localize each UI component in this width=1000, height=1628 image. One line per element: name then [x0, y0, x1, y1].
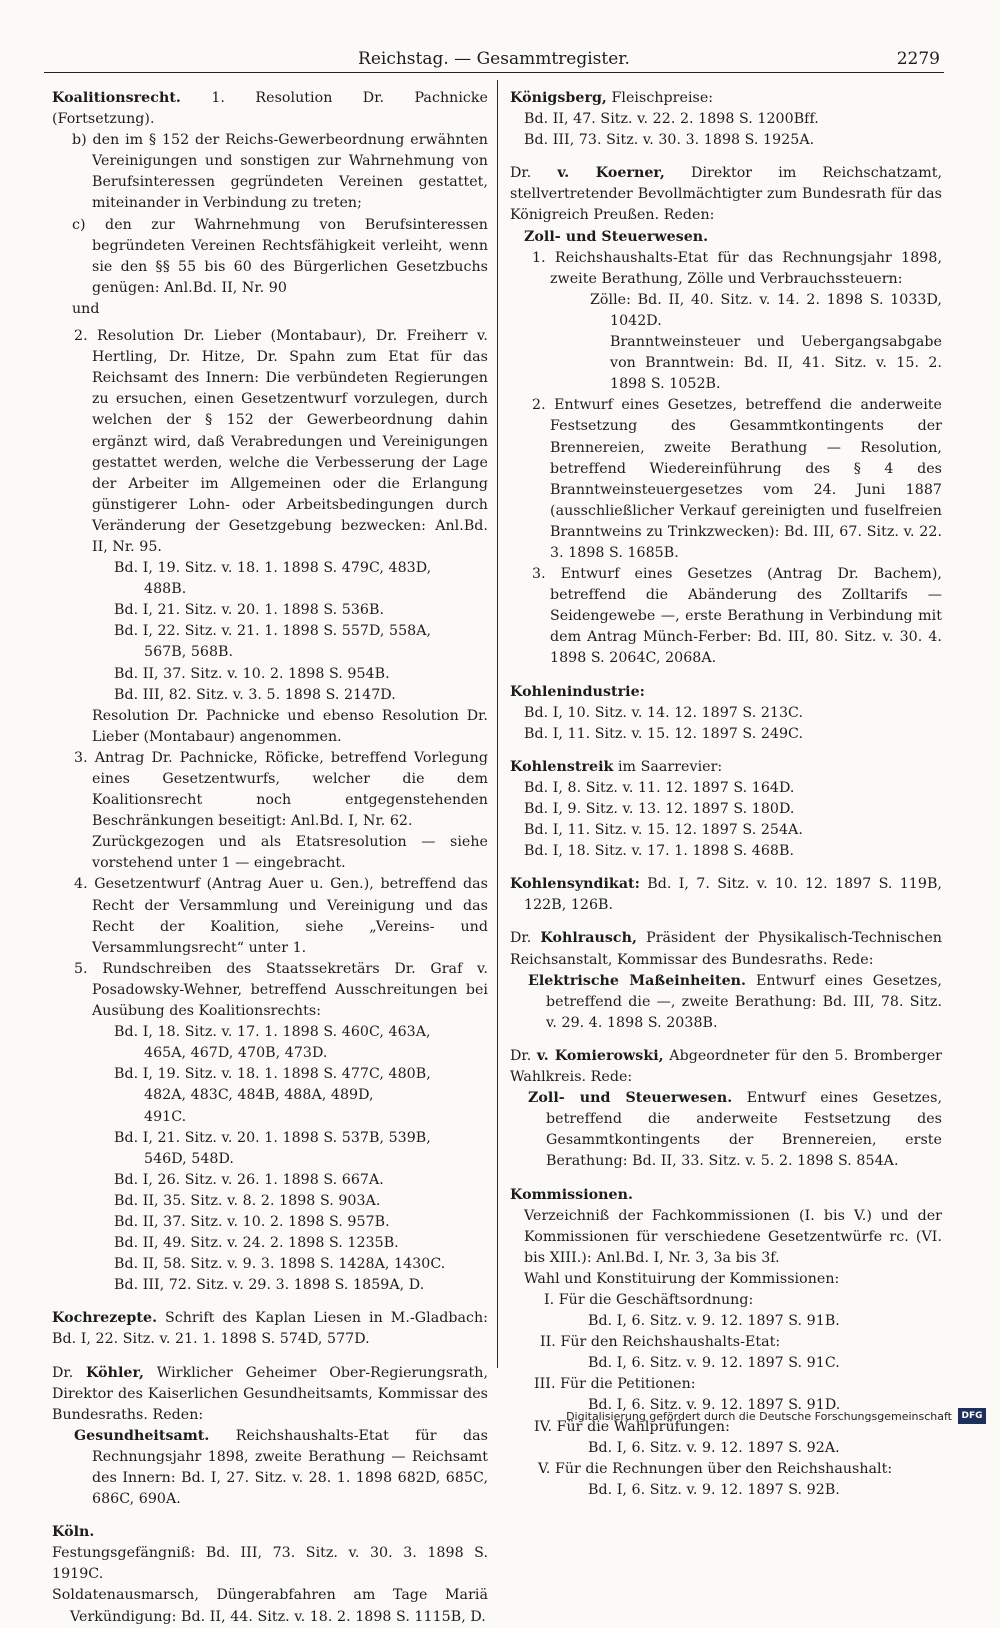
entry-kohlenindustrie — [510, 682, 942, 745]
reference-list — [52, 558, 488, 706]
left-column — [52, 88, 489, 1625]
reference: 567B, 568B. — [144, 644, 234, 661]
entry-kohlrausch — [510, 928, 942, 1033]
entry-text: und — [72, 300, 100, 317]
entry-kohlensyndikat — [510, 874, 942, 916]
reference: Bd. II, 58. Sitz. v. 9. 3. 1898 S. 1428A, 1430C. — [114, 1256, 446, 1273]
entry-heading: Kochrezepte. — [52, 1310, 158, 1327]
running-head-title: Reichstag. — Gesammtregister. — [358, 49, 630, 69]
entry-kohlenstreik — [510, 757, 942, 862]
subentry-heading: Zoll- und Steuerwesen. — [528, 1090, 733, 1107]
reference: Bd. I, 11. Sitz. v. 15. 12. 1897 S. 254A. — [524, 822, 803, 839]
entry-heading: Kommissionen. — [510, 1186, 633, 1203]
subentry-heading: Zoll- und Steuerwesen. — [524, 228, 709, 245]
reference: Bd. I, 22. Sitz. v. 21. 1. 1898 S. 557D, 558A, — [114, 623, 432, 640]
reference: 465A, 467D, 470B, 473D. — [144, 1045, 328, 1062]
commission-list — [510, 1290, 942, 1501]
reference: Bd. III, 72. Sitz. v. 29. 3. 1898 S. 1859A, D. — [114, 1277, 425, 1294]
commission-number: I. — [544, 1291, 555, 1308]
entry-text: Verzeichniß der Fachkommissionen (I. bis V.) und der Kommissionen für verschiedene Gesetzentwürfe rc. (VI. bis XIII.): Anl.Bd. I, Nr. 3, 3a bis 3f. — [524, 1207, 942, 1266]
reference: Bd. I, 21. Sitz. v. 20. 1. 1898 S. 537B, 539B, — [114, 1129, 431, 1146]
digitization-footer — [566, 1410, 986, 1426]
subentry-heading: Gesundheitsamt. — [74, 1427, 210, 1444]
entry-koehler — [52, 1363, 488, 1511]
entry-item: 2. Resolution Dr. Lieber (Montabaur), Dr. Freiherr v. Hertling, Dr. Hitze, Dr. Spahn zum Etat für das Reichsamt des Innern: Die verbündeten Regierungen zu ersuchen, einen Gesetzentwurf vorzulegen, durch welchen der § 152 der Gewerbeordnung dahin ergänzt wird, daß Verabredungen und Vereinigungen gestattet werden, welche die Verbesserung der Lage der Arbeiter im Allgemeinen oder die Erlangung günstigerer Lohn- oder Arbeitsbedingungen durch Veränderung der Gesetzgebung bezwecken: Anl.Bd. II, Nr. 95. — [74, 328, 488, 555]
running-head — [44, 48, 944, 73]
entry-text: 1. Resolution Dr. Pachnicke (Fortsetzung). — [52, 90, 488, 128]
entry-text: Abgeordneter für den 5. Bromberger Wahlkreis. Rede: — [510, 1047, 942, 1086]
commission-item — [510, 1290, 942, 1332]
entry-heading: Kohlensyndikat: — [510, 876, 640, 893]
entry-text: Wahl und Konstituirung der Kommissionen: — [524, 1270, 840, 1287]
entry-item: 1. Reichshaushalts-Etat für das Rechnungsjahr 1898, zweite Berathung, Zölle und Verbrauchssteuern: — [532, 249, 942, 287]
entry-heading: Kohlrausch, — [540, 930, 637, 947]
reference: Bd. I, 10. Sitz. v. 14. 12. 1897 S. 213C. — [524, 704, 804, 721]
entry-koenigsberg — [510, 88, 942, 151]
title-prefix: Dr. — [52, 1364, 74, 1381]
commission-label: Für die Wahlprüfungen: — [556, 1418, 730, 1435]
reference: 491C. — [144, 1108, 187, 1125]
reference: Bd. I, 8. Sitz. v. 11. 12. 1897 S. 164D. — [524, 779, 795, 796]
entry-heading: v. Koerner, — [557, 165, 665, 182]
reference: Bd. I, 6. Sitz. v. 9. 12. 1897 S. 92B. — [588, 1481, 840, 1498]
entry-kommissionen — [510, 1185, 942, 1501]
entry-text: Bd. I, 7. Sitz. v. 10. 12. 1897 S. 119B, 122B, 126B. — [524, 876, 942, 914]
commission-number: IV. — [534, 1418, 553, 1435]
entry-koeln — [52, 1522, 488, 1627]
reference: Bd. I, 9. Sitz. v. 13. 12. 1897 S. 180D. — [524, 801, 795, 817]
entry-heading: Königsberg, — [510, 90, 607, 106]
reference: 488B. — [144, 581, 187, 598]
entry-koalitionsrecht — [52, 88, 488, 1296]
entry-text: Entwurf eines Gesetzes, betreffend die —, zweite Berathung: Bd. III, 78. Sitz. v. 29. 4. 1898 S. 2038B. — [546, 972, 942, 1031]
commission-label: Für die Geschäftsordnung: — [558, 1291, 754, 1308]
reference: 482A, 483C, 484B, 488A, 489D, — [144, 1087, 374, 1104]
entry-heading: Kohlenindustrie: — [510, 683, 645, 700]
entry-heading: v. Komierowski, — [536, 1047, 664, 1064]
reference: Bd. I, 26. Sitz. v. 26. 1. 1898 S. 667A. — [114, 1171, 384, 1188]
reference: 546D, 548D. — [144, 1150, 234, 1167]
reference-list — [510, 778, 942, 862]
entry-item: 4. Gesetzentwurf (Antrag Auer u. Gen.), betreffend das Recht der Versammlung und Vereinigung und das Recht der Koalition, siehe „Vereins- und Versammlungsrecht“ unter 1. — [74, 876, 488, 956]
entry-text: Wirklicher Geheimer Ober-Regierungsrath, Direktor des Kaiserlichen Gesundheitsamts, Kommissar des Bundesraths. Reden: — [52, 1364, 489, 1423]
entry-text: Festungsgefängniß: Bd. III, 73. Sitz. v. 30. 3. 1898 S. 1919C. — [52, 1545, 488, 1583]
reference: Bd. II, 49. Sitz. v. 24. 2. 1898 S. 1235B. — [114, 1235, 399, 1252]
commission-label: Für den Reichshaushalts-Etat: — [560, 1334, 781, 1351]
dfg-logo: DFG — [958, 1408, 986, 1424]
entry-text: Präsident der Physikalisch-Technischen Reichsanstalt, Kommissar des Bundesraths. Rede: — [510, 930, 942, 968]
entry-item: 2. Entwurf eines Gesetzes, betreffend die anderweite Festsetzung des Gesammtkontingents der Brennereien, zweite Berathung — Resolution, betreffend Wiedereinführung des § 4 des Branntweinsteuergesetzes vom 24. Juni 1887 (ausschließlicher Verkauf gereinigten und fuselfreien Branntweins zu Trinkzwecken): Bd. III, 67. Sitz. v. 22. 3. 1898 S. 1685B. — [532, 397, 942, 561]
reference: Bd. II, 37. Sitz. v. 10. 2. 1898 S. 957B. — [114, 1213, 390, 1230]
entry-item: c) den zur Wahrnehmung von Berufsinteressen begründeten Vereinen Rechtsfähigkeit verleiht, wenn sie den §§ 55 bis 60 des Bürgerlichen Gesetzbuchs genügen: Anl.Bd. II, Nr. 90 — [72, 216, 488, 296]
entry-item: 3. Antrag Dr. Pachnicke, Röficke, betreffend Vorlegung eines Gesetzentwurfs, welcher die dem Koalitionsrecht noch entgegenstehenden Beschränkungen beseitigt: Anl.Bd. I, Nr. 62. — [74, 749, 488, 830]
reference: Bd. I, 6. Sitz. v. 9. 12. 1897 S. 91D. — [588, 1397, 841, 1414]
entry-heading: Koalitionsrecht. — [52, 90, 181, 106]
commission-label: Für die Petitionen: — [560, 1376, 696, 1393]
entry-text: Direktor im Reichschatzamt, stellvertretender Bevollmächtigter zum Bundesrath für das Königreich Preußen. Reden: — [510, 165, 943, 224]
reference: Bd. I, 6. Sitz. v. 9. 12. 1897 S. 91C. — [588, 1355, 840, 1372]
reference: Bd. I, 18. Sitz. v. 17. 1. 1898 S. 468B. — [524, 843, 795, 860]
entry-item: 3. Entwurf eines Gesetzes (Antrag Dr. Bachem), betreffend die Abänderung des Zolltarifs — Seidengewebe —, erste Berathung in Verbindung mit dem Antrag Münch-Ferber: Bd. III, 80. Sitz. v. 30. 4. 1898 S. 2064C, 2068A. — [532, 566, 942, 667]
entry-item: Zölle: Bd. II, 40. Sitz. v. 14. 2. 1898 S. 1033D, 1042D. — [590, 291, 942, 329]
commission-number: II. — [540, 1334, 556, 1351]
title-prefix: Dr. — [510, 930, 532, 947]
entry-text: im Saarrevier: — [617, 758, 723, 775]
title-prefix: Dr. — [510, 165, 532, 182]
page-number: 2279 — [896, 49, 940, 69]
reference: Bd. II, 37. Sitz. v. 10. 2. 1898 S. 954B. — [114, 665, 390, 682]
reference: Bd. III, 73. Sitz. v. 30. 3. 1898 S. 1925A. — [524, 132, 815, 149]
reference-list — [52, 1022, 488, 1296]
entry-text: Soldatenausmarsch, Düngerabfahren am Tage Mariä Verkündigung: Bd. II, 44. Sitz. v. 18. 2. 1898 S. 1115B, D. — [52, 1587, 488, 1625]
entry-text: Reichshaushalts-Etat für das Rechnungsjahr 1898, zweite Berathung — Reichsamt des Innern: Bd. I, 27. Sitz. v. 28. 1. 1898 682D, 685C, 686C, 690A. — [92, 1427, 488, 1508]
commission-number: III. — [534, 1376, 556, 1393]
commission-item — [510, 1332, 942, 1374]
entry-item: Branntweinsteuer und Uebergangsabgabe von Branntwein: Bd. II, 41. Sitz. v. 15. 2. 1898 S. 1052B. — [610, 334, 942, 393]
entry-text: Zurückgezogen und als Etatsresolution — siehe vorstehend unter 1 — eingebracht. — [92, 834, 488, 872]
reference: Bd. II, 47. Sitz. v. 22. 2. 1898 S. 1200Bff. — [524, 111, 819, 128]
reference: Bd. III, 82. Sitz. v. 3. 5. 1898 S. 2147D. — [114, 686, 396, 703]
entry-item: b) den im § 152 der Reichs-Gewerbeordnung erwähnten Vereinigungen und sonstigen zur Wahrnehmung von Berufsinteressen gegründeten Vereinen gestattet, miteinander in Verbindung zu treten; — [72, 132, 488, 212]
entry-komierowski — [510, 1046, 942, 1173]
entry-item: 5. Rundschreiben des Staatssekretärs Dr. Graf v. Posadowsky-Wehner, betreffend Ausschreitungen bei Ausübung des Koalitionsrechts: — [74, 960, 488, 1020]
reference: Bd. I, 11. Sitz. v. 15. 12. 1897 S. 249C. — [524, 725, 804, 742]
commission-item — [510, 1459, 942, 1501]
entry-text: Schrift des Kaplan Liesen in M.-Gladbach: Bd. I, 22. Sitz. v. 21. 1. 1898 S. 574D, 577D. — [52, 1310, 488, 1348]
title-prefix: Dr. — [510, 1047, 532, 1064]
reference: Bd. I, 19. Sitz. v. 18. 1. 1898 S. 479C, 483D, — [114, 560, 432, 577]
reference: Bd. II, 35. Sitz. v. 8. 2. 1898 S. 903A. — [114, 1192, 381, 1209]
reference: Bd. I, 6. Sitz. v. 9. 12. 1897 S. 92A. — [588, 1439, 840, 1456]
entry-heading: Kohlenstreik — [510, 758, 614, 775]
reference: Bd. I, 6. Sitz. v. 9. 12. 1897 S. 91B. — [588, 1313, 840, 1330]
entry-text: Resolution Dr. Pachnicke und ebenso Resolution Dr. Lieber (Montabaur) angenommen. — [92, 707, 488, 745]
column-divider — [497, 80, 498, 1368]
footer-text: Digitalisierung gefördert durch die Deutsche Forschungsgemeinschaft — [566, 1410, 952, 1423]
entry-kochrezepte — [52, 1308, 488, 1350]
entry-koerner — [510, 163, 942, 669]
reference: Bd. I, 19. Sitz. v. 18. 1. 1898 S. 477C, 480B, — [114, 1066, 431, 1083]
reference-list — [510, 109, 942, 151]
reference-list — [510, 703, 942, 745]
commission-label: Für die Rechnungen über den Reichshaushalt: — [554, 1460, 893, 1477]
commission-number: V. — [538, 1460, 551, 1477]
entry-text: Fleischpreise: — [611, 90, 714, 106]
subentry-heading: Elektrische Maßeinheiten. — [528, 972, 747, 989]
entry-text: Entwurf eines Gesetzes, betreffend die anderweite Festsetzung des Gesammtkontingents der Brennereien, erste Berathung: Bd. II, 33. Sitz. v. 5. 2. 1898 S. 854A. — [546, 1090, 943, 1170]
reference: Bd. I, 21. Sitz. v. 20. 1. 1898 S. 536B. — [114, 602, 385, 619]
entry-heading: Köhler, — [86, 1364, 144, 1381]
reference: Bd. I, 18. Sitz. v. 17. 1. 1898 S. 460C, 463A, — [114, 1024, 431, 1041]
entry-heading: Köln. — [52, 1524, 95, 1541]
